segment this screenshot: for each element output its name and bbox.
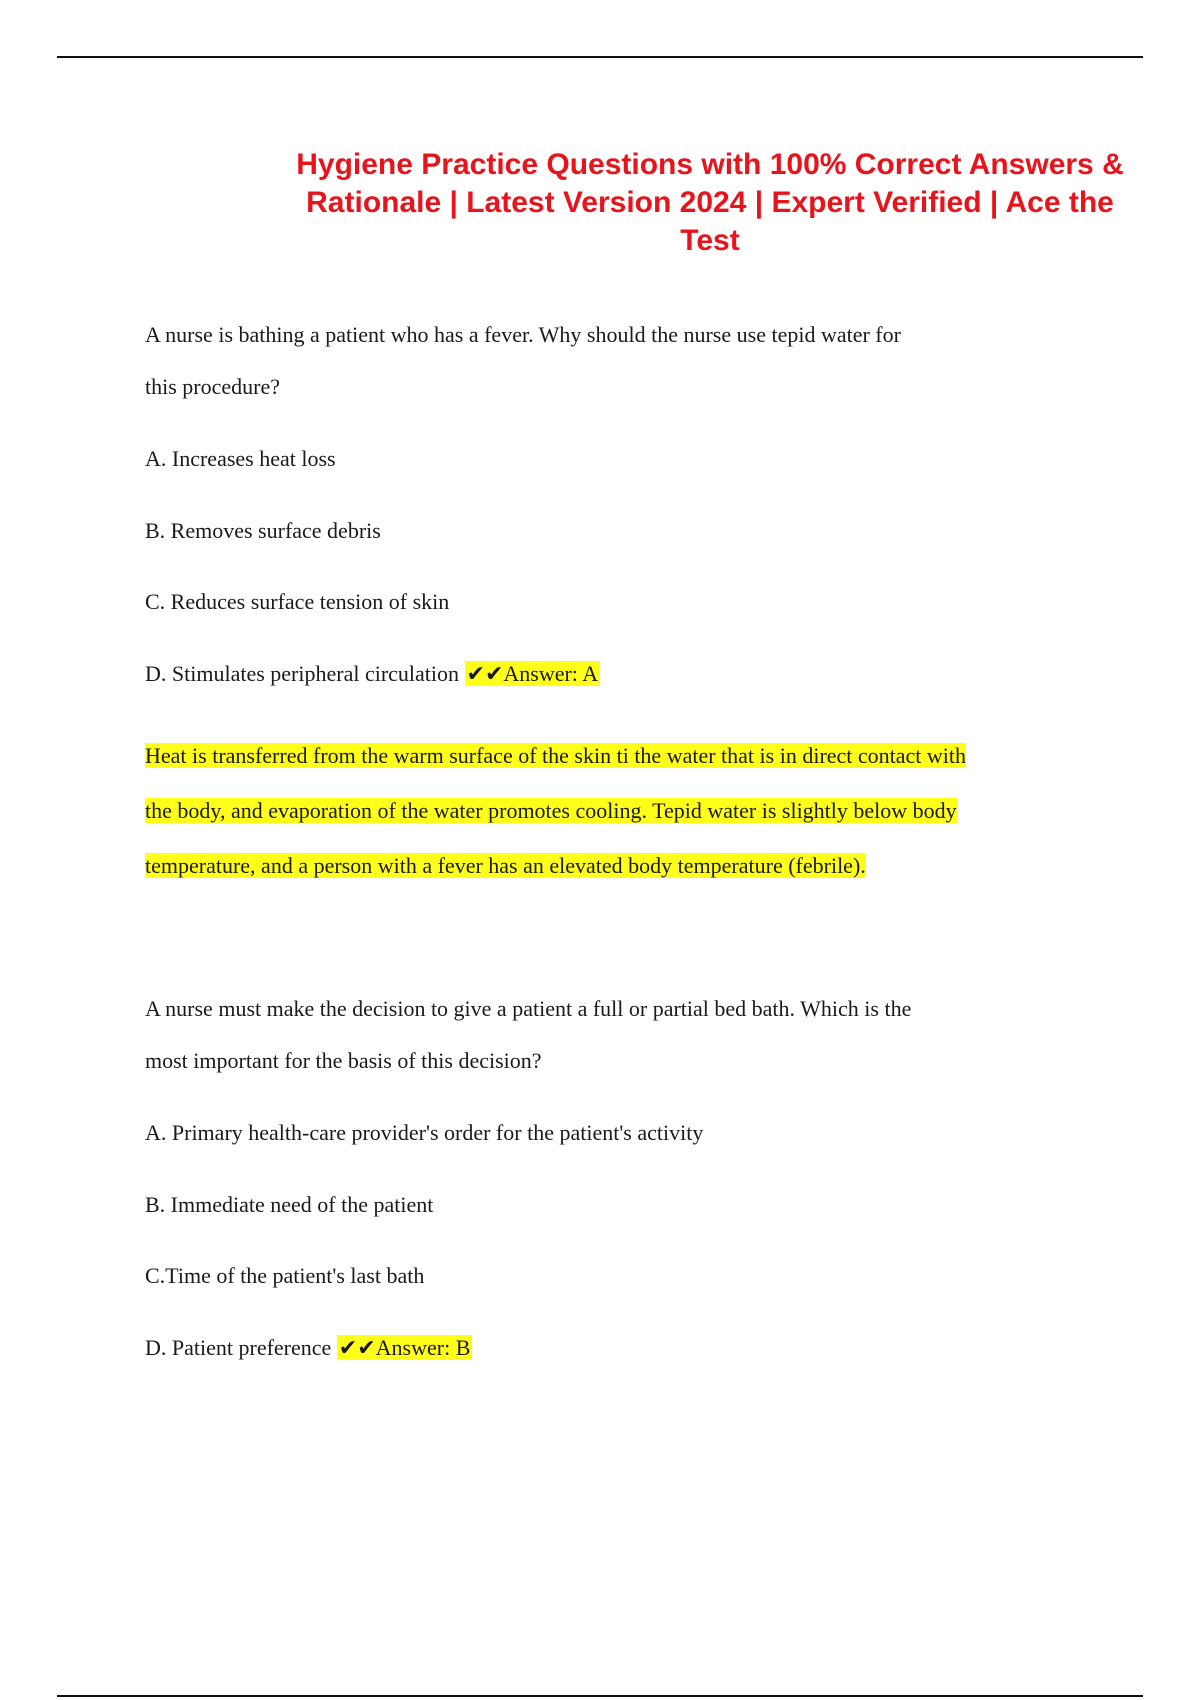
question-2-option-d-line bbox=[145, 1335, 472, 1361]
question-2-answer: ✔✔Answer: B bbox=[338, 1335, 471, 1360]
question-1-option-c: C. Reduces surface tension of skin bbox=[145, 589, 450, 614]
question-1-answer: ✔✔Answer: A bbox=[466, 661, 599, 686]
rationale-line-3: temperature, and a person with a fever has an elevated body temperature (febrile). bbox=[145, 853, 866, 878]
top-rule bbox=[57, 56, 1143, 58]
question-2-stem-line-1: A nurse must make the decision to give a patient a full or partial bed bath. Which is the bbox=[145, 996, 912, 1021]
question-2-option-c: C.Time of the patient's last bath bbox=[145, 1263, 425, 1288]
rationale-line-2: the body, and evaporation of the water promotes cooling. Tepid water is slightly below body bbox=[145, 798, 957, 823]
question-1-stem-line-2: this procedure? bbox=[145, 374, 280, 399]
question-2-option-b: B. Immediate need of the patient bbox=[145, 1192, 434, 1217]
question-1-option-d: D. Stimulates peripheral circulation bbox=[145, 661, 460, 686]
question-1-option-a: A. Increases heat loss bbox=[145, 446, 336, 471]
question-1-option-d-line bbox=[145, 661, 600, 687]
question-2-option-d: D. Patient preference bbox=[145, 1335, 332, 1360]
question-1-rationale bbox=[145, 728, 1055, 893]
question-1-stem-line-1: A nurse is bathing a patient who has a fever. Why should the nurse use tepid water for bbox=[145, 322, 901, 347]
rationale-line-1: Heat is transferred from the warm surface of the skin ti the water that is in direct contact with bbox=[145, 743, 967, 768]
question-1-option-b: B. Removes surface debris bbox=[145, 518, 381, 543]
question-2-stem-line-2: most important for the basis of this decision? bbox=[145, 1048, 542, 1073]
document-title: Hygiene Practice Questions with 100% Correct Answers & Rationale | Latest Version 2024 | Expert Verified | Ace the Test bbox=[296, 148, 1124, 257]
question-2-option-a: A. Primary health-care provider's order for the patient's activity bbox=[145, 1120, 704, 1145]
bottom-rule bbox=[57, 1695, 1143, 1697]
